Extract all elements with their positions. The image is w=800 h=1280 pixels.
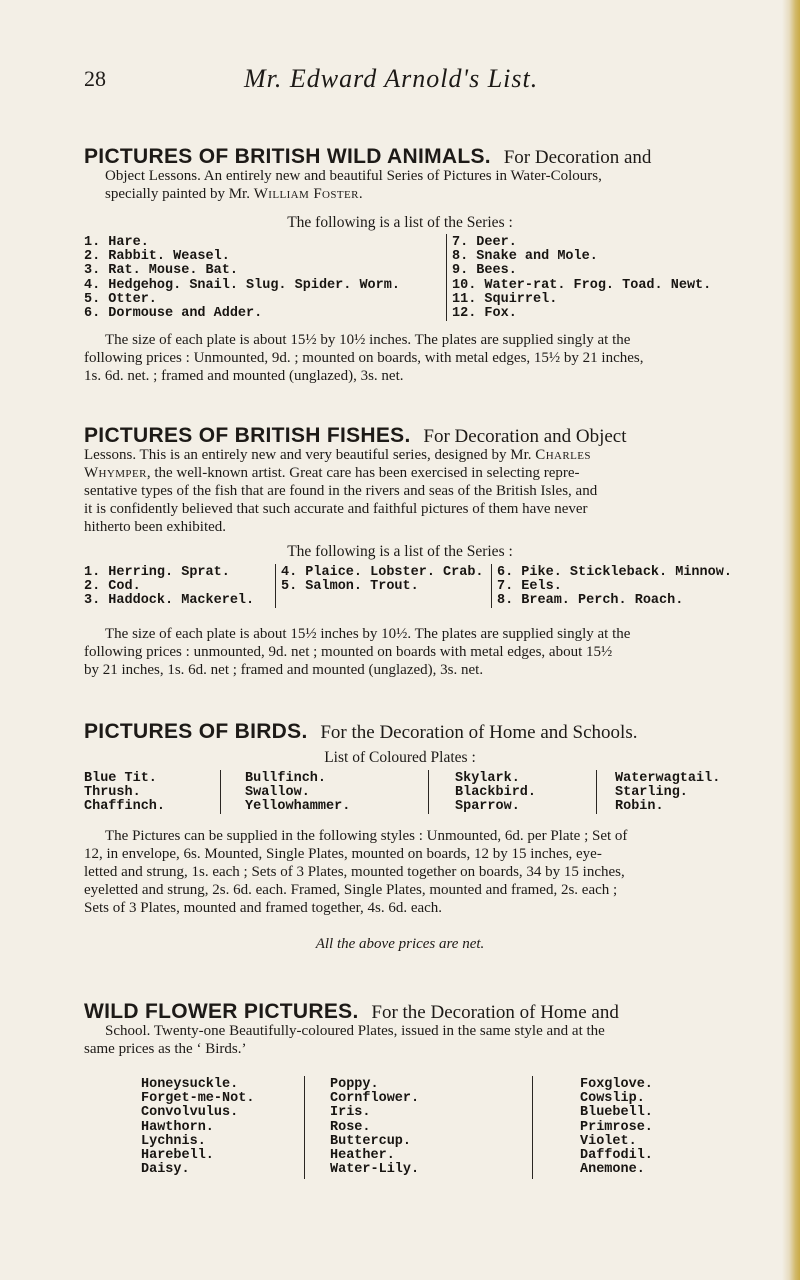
animals-heading: PICTURES OF BRITISH WILD ANIMALS. bbox=[84, 145, 491, 168]
fishes-intro-6: hitherto been exhibited. bbox=[84, 519, 227, 535]
list-item: 10. Water-rat. Frog. Toad. Newt. bbox=[452, 277, 712, 293]
list-item: 12. Fox. bbox=[452, 306, 517, 322]
artist-name: William Foster bbox=[253, 186, 359, 202]
list-item: Harebell. bbox=[141, 1148, 214, 1164]
birds-col3 bbox=[455, 772, 536, 815]
birds-col4 bbox=[615, 772, 720, 815]
fishes-col3 bbox=[497, 566, 732, 609]
list-item: Cowslip. bbox=[580, 1091, 645, 1107]
list-item: Buttercup. bbox=[330, 1133, 412, 1149]
list-item: Convolvulus. bbox=[141, 1105, 239, 1121]
list-item: Water-Lily. bbox=[330, 1162, 420, 1178]
column-divider bbox=[220, 770, 221, 814]
list-item: Rose. bbox=[330, 1119, 371, 1135]
column-divider bbox=[446, 234, 447, 321]
list-item: 6. Pike. Stickleback. Minnow. bbox=[497, 565, 732, 580]
list-item: 9. Bees. bbox=[452, 263, 517, 279]
list-item: Swallow. bbox=[245, 785, 310, 801]
list-item: Lychnis. bbox=[141, 1133, 206, 1149]
column-divider bbox=[428, 770, 429, 814]
list-item: Yellowhammer. bbox=[245, 799, 351, 815]
fishes-heading-line bbox=[84, 425, 627, 448]
fishes-size-2: following prices : unmounted, 9d. net ; mounted on boards with metal edges, about 15½ bbox=[84, 644, 613, 660]
flowers-heading-line bbox=[84, 1001, 619, 1024]
column-divider bbox=[596, 770, 597, 814]
artist-first-name: Charles bbox=[535, 447, 591, 463]
artist-surname: Whymper bbox=[84, 465, 147, 481]
list-item: Honeysuckle. bbox=[141, 1077, 239, 1092]
birds-para-4: eyeletted and strung, 2s. 6d. each. Framed, Single Plates, mounted and framed, 2s. each ; bbox=[84, 882, 618, 898]
animals-size-1: The size of each plate is about 15½ by 10½ inches. The plates are supplied singly at the bbox=[105, 332, 631, 348]
animals-intro-3a: specially painted by Mr. bbox=[105, 186, 254, 202]
animals-size-2: following prices : Unmounted, 9d. ; mounted on boards, with metal edges, 15½ by 21 inches, bbox=[84, 350, 644, 366]
animals-size-3: 1s. 6d. net. ; framed and mounted (unglazed), 3s. net. bbox=[84, 368, 404, 384]
fishes-size-3: by 21 inches, 1s. 6d. net ; framed and mounted (unglazed), 3s. net. bbox=[84, 662, 484, 678]
list-item: Blackbird. bbox=[455, 785, 537, 801]
list-item: Iris. bbox=[330, 1105, 371, 1121]
list-item: Forget-me-Not. bbox=[141, 1091, 255, 1107]
animals-col2 bbox=[452, 236, 711, 321]
column-divider bbox=[304, 1076, 305, 1179]
list-item: 8. Bream. Perch. Roach. bbox=[497, 593, 684, 609]
list-item: Bullfinch. bbox=[245, 771, 327, 786]
list-item: Foxglove. bbox=[580, 1077, 653, 1092]
animals-col1 bbox=[84, 236, 400, 321]
birds-heading-line bbox=[84, 721, 637, 744]
list-item: Waterwagtail. bbox=[615, 771, 721, 786]
birds-intro-1: For the Decoration of Home and Schools. bbox=[320, 722, 638, 743]
running-title: Mr. Edward Arnold's List. bbox=[244, 64, 539, 93]
list-item: 8. Snake and Mole. bbox=[452, 249, 598, 265]
flowers-intro-3: same prices as the ‘ Birds.’ bbox=[84, 1041, 247, 1057]
list-item: Robin. bbox=[615, 799, 664, 815]
fishes-col2 bbox=[281, 566, 484, 594]
list-item: 2. Cod. bbox=[84, 579, 141, 595]
birds-heading: PICTURES OF BIRDS. bbox=[84, 720, 308, 743]
page-header bbox=[84, 66, 730, 106]
birds-para-5: Sets of 3 Plates, mounted and framed together, 4s. 6d. each. bbox=[84, 900, 443, 916]
list-item: Heather. bbox=[330, 1148, 395, 1164]
list-item: 2. Rabbit. Weasel. bbox=[84, 249, 230, 265]
flowers-col1 bbox=[141, 1078, 254, 1177]
list-item: Chaffinch. bbox=[84, 799, 166, 815]
birds-para-1: The Pictures can be supplied in the following styles : Unmounted, 6d. per Plate ; Set of bbox=[105, 828, 628, 844]
list-item: Hawthorn. bbox=[141, 1119, 214, 1135]
animals-heading-line bbox=[84, 146, 651, 169]
list-item: 5. Salmon. Trout. bbox=[281, 579, 419, 595]
column-divider bbox=[275, 564, 276, 608]
list-item: 1. Hare. bbox=[84, 235, 149, 250]
list-item: 7. Eels. bbox=[497, 579, 562, 595]
list-item: 7. Deer. bbox=[452, 235, 517, 250]
list-item: Poppy. bbox=[330, 1077, 379, 1092]
fishes-heading: PICTURES OF BRITISH FISHES. bbox=[84, 424, 411, 447]
animals-intro-1: For Decoration and bbox=[503, 147, 652, 168]
animals-list-caption: The following is a list of the Series : bbox=[287, 214, 513, 231]
list-item: Blue Tit. bbox=[84, 771, 157, 786]
birds-col2 bbox=[245, 772, 350, 815]
list-item: 4. Hedgehog. Snail. Slug. Spider. Worm. bbox=[84, 277, 400, 293]
list-item: Starling. bbox=[615, 785, 688, 801]
fishes-intro-2 bbox=[84, 447, 591, 464]
fishes-intro-1: For Decoration and Object bbox=[423, 426, 627, 447]
animals-intro-2: Object Lessons. An entirely new and beautiful Series of Pictures in Water-Colours, bbox=[105, 168, 602, 184]
fishes-size-1: The size of each plate is about 15½ inches by 10½. The plates are supplied singly at the bbox=[105, 626, 631, 642]
page-edge bbox=[782, 0, 800, 1280]
column-divider bbox=[491, 564, 492, 608]
list-item: 4. Plaice. Lobster. Crab. bbox=[281, 565, 484, 580]
list-item: Violet. bbox=[580, 1133, 637, 1149]
birds-list-caption: List of Coloured Plates : bbox=[324, 749, 476, 766]
column-divider bbox=[532, 1076, 533, 1179]
fishes-col1 bbox=[84, 566, 254, 609]
flowers-heading: WILD FLOWER PICTURES. bbox=[84, 1000, 359, 1023]
flowers-col2 bbox=[330, 1078, 419, 1177]
fishes-intro-3b: , the well-known artist. Great care has been exercised in selecting repre- bbox=[146, 465, 580, 481]
list-item: Daffodil. bbox=[580, 1148, 653, 1164]
list-item: 5. Otter. bbox=[84, 291, 157, 307]
fishes-intro-2a: Lessons. This is an entirely new and very beautiful series, designed by Mr. bbox=[84, 447, 536, 463]
list-item: Thrush. bbox=[84, 785, 141, 801]
birds-para-3: letted and strung, 1s. each ; Sets of 3 Plates, mounted together on boards, 34 by 15 inches, bbox=[84, 864, 625, 880]
fishes-list-caption: The following is a list of the Series : bbox=[287, 543, 513, 560]
list-item: Sparrow. bbox=[455, 799, 520, 815]
prices-note: All the above prices are net. bbox=[315, 936, 485, 952]
flowers-col3 bbox=[580, 1078, 653, 1177]
list-item: 1. Herring. Sprat. bbox=[84, 565, 230, 580]
list-item: Cornflower. bbox=[330, 1091, 420, 1107]
list-item: Anemone. bbox=[580, 1162, 645, 1178]
fishes-intro-3 bbox=[84, 465, 580, 482]
page-number: 28 bbox=[84, 66, 106, 91]
list-item: 3. Rat. Mouse. Bat. bbox=[84, 263, 238, 279]
list-item: 11. Squirrel. bbox=[452, 291, 558, 307]
animals-intro-3b: . bbox=[358, 186, 363, 202]
list-item: Skylark. bbox=[455, 771, 520, 786]
list-item: 3. Haddock. Mackerel. bbox=[84, 593, 255, 609]
birds-para-2: 12, in envelope, 6s. Mounted, Single Plates, mounted on boards, 12 by 15 inches, eye- bbox=[84, 846, 602, 862]
list-item: Daisy. bbox=[141, 1162, 190, 1178]
list-item: Bluebell. bbox=[580, 1105, 653, 1121]
flowers-intro-2: School. Twenty-one Beautifully-coloured Plates, issued in the same style and at the bbox=[105, 1023, 605, 1039]
birds-col1 bbox=[84, 772, 165, 815]
fishes-intro-4: sentative types of the fish that are found in the rivers and seas of the British Isles, and bbox=[84, 483, 598, 499]
animals-intro-3 bbox=[105, 186, 363, 203]
flowers-intro-1: For the Decoration of Home and bbox=[371, 1002, 619, 1023]
fishes-intro-5: it is confidently believed that such accurate and faithful pictures of them have never bbox=[84, 501, 588, 517]
list-item: 6. Dormouse and Adder. bbox=[84, 306, 263, 322]
list-item: Primrose. bbox=[580, 1119, 653, 1135]
